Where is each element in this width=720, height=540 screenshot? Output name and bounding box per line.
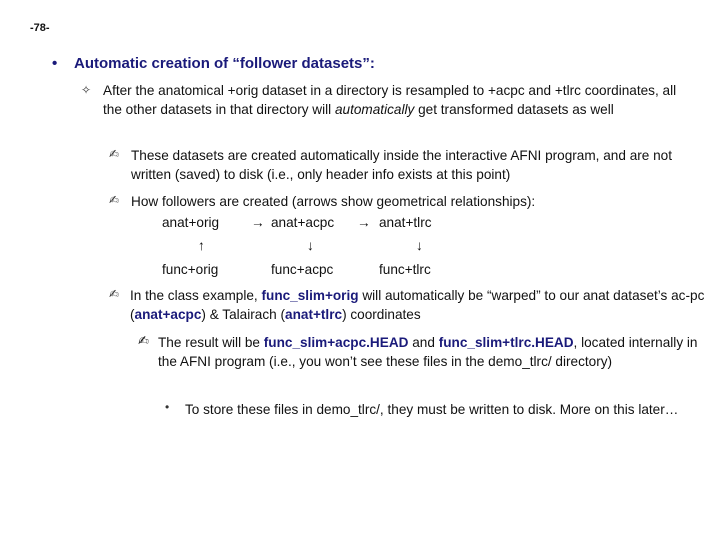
p5-func-slim-acpc-head: func_slim+acpc.HEAD (263, 335, 409, 350)
p1-emphasis: automatically (334, 102, 415, 117)
arrow-right-icon: → (357, 215, 371, 230)
paragraph-class-example (130, 286, 705, 324)
paragraph-not-saved: These datasets are created automatically inside the interactive AFNI program, and are not written (saved) to disk (i.e., only header info exists at this point) (131, 148, 673, 182)
arrow-down-icon: ↓ (416, 238, 423, 253)
paragraph-result (158, 333, 698, 371)
func-tlrc-label: func+tlrc (379, 262, 431, 277)
pen-bullet-icon: ✍ (109, 287, 120, 301)
p1-text-a: After the anatomical +orig dataset in a directory is resampled to +acpc and +tlrc coordinates, all the other datasets in that directory will (103, 83, 677, 117)
p1-text-b: get transformed datasets as well (414, 102, 614, 117)
func-acpc-label: func+acpc (271, 262, 334, 277)
p4-anat-tlrc: anat+tlrc (285, 307, 343, 322)
p5-func-slim-tlrc-head: func_slim+tlrc.HEAD (438, 335, 574, 350)
dot-bullet-icon: • (165, 400, 170, 414)
anat-tlrc-label: anat+tlrc (379, 215, 432, 230)
arrow-up-icon: ↑ (198, 238, 205, 253)
heading-bullet: • (52, 55, 58, 72)
p4-text-2: will automatically be “warped” to our anat dataset’s ac-pc ( (130, 288, 705, 322)
p4-func-slim-orig: func_slim+orig (261, 288, 359, 303)
p4-text-3: ) & Talairach ( (201, 307, 286, 322)
paragraph-follower-intro (103, 81, 683, 119)
p4-text-1: In the class example, (130, 288, 262, 303)
arrow-down-icon: ↓ (307, 238, 314, 253)
heading-text: Automatic creation of “follower datasets”: (74, 55, 375, 72)
p5-text-2: and (408, 335, 439, 350)
func-orig-label: func+orig (162, 262, 219, 277)
p5-text-3: , located internally in the AFNI program (i.e., you won’t see these files in the demo_tlrc/ directory) (158, 335, 698, 369)
anat-orig-label: anat+orig (162, 215, 220, 230)
page-number: -78- (30, 22, 50, 34)
slide-heading (52, 55, 375, 72)
pen-bullet-icon: ✍ (109, 147, 120, 161)
diamond-bullet-icon: ✧ (81, 83, 92, 97)
p5-text-1: The result will be (158, 335, 264, 350)
arrow-right-icon: → (251, 215, 265, 230)
paragraph-how-created: How followers are created (arrows show geometrical relationships): (131, 194, 536, 209)
pen-bullet-icon: ✍ (138, 333, 149, 348)
pen-bullet-icon: ✍ (109, 193, 120, 207)
anat-acpc-label: anat+acpc (271, 215, 335, 230)
p4-anat-acpc: anat+acpc (134, 307, 202, 322)
paragraph-write-to-disk: To store these files in demo_tlrc/, they must be written to disk. More on this later… (185, 402, 679, 417)
p4-text-4: ) coordinates (342, 307, 421, 322)
